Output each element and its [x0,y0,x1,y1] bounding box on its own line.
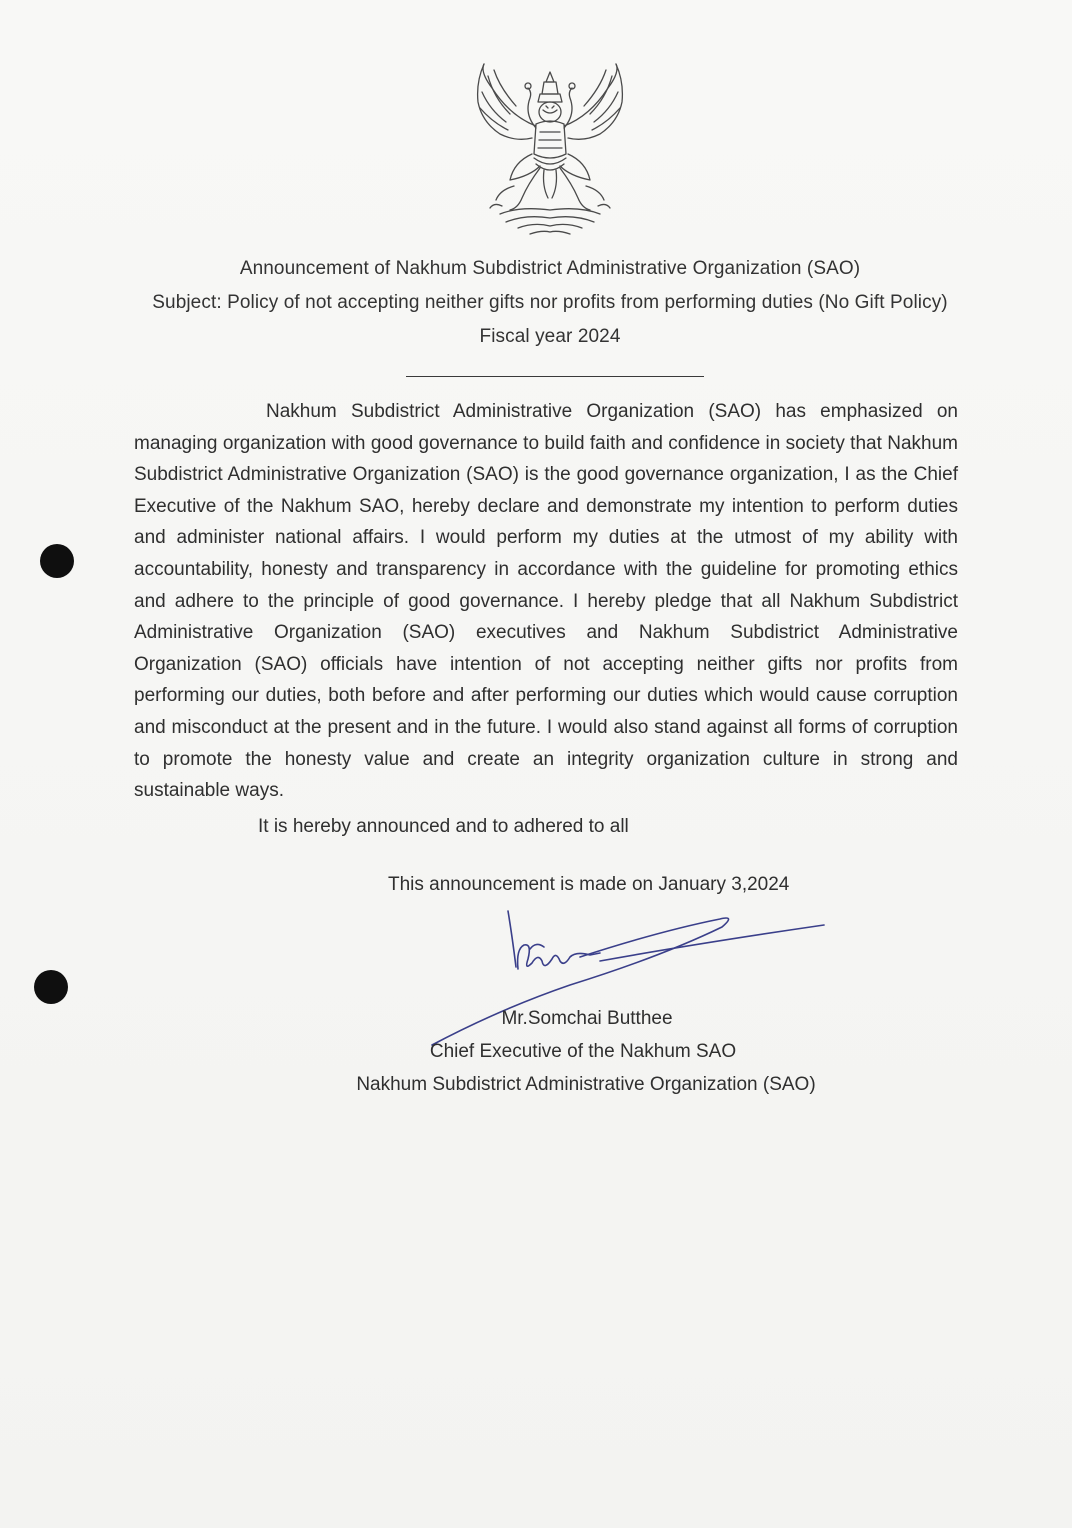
header-title: Announcement of Nakhum Subdistrict Administrative Organization (SAO) [239,258,861,279]
body-paragraph [134,396,958,807]
body-text: Nakhum Subdistrict Administrative Organization (SAO) has emphasized on managing organization with good governance to build faith and confidence in society that Nakhum Subdistrict Administrative Organization (SAO) is the good governance organization, I as the Chief Executive of the Nakhum SAO, hereby declare and demonstrate my intention to perform duties and administer national affairs. I would perform my duties at the utmost of my ability with accountability, honesty and transparency in accordance with the guideline for promoting ethics and adhere to the principle of good governance. I hereby pledge that all Nakhum Subdistrict Administrative Organization (SAO) executives and Nakhum Subdistrict Administrative Organization (SAO) officials have intention of not accepting neither gifts nor profits from performing our duties, both before and after performing our duties which would cause corruption and misconduct at the present and in the future. I would also stand against all forms of corruption to promote the honesty value and create an integrity organization culture in strong and sustainable ways. [134,401,958,802]
signer-title: Chief Executive of the Nakhum SAO [429,1041,737,1062]
signer-name: Mr.Somchai Butthee [501,1008,673,1029]
announcement-date: This announcement is made on January 3,2024 [388,874,790,895]
header-fiscal-year: Fiscal year 2024 [479,326,621,347]
closing-statement: It is hereby announced and to adhered to all [258,816,629,837]
header-subject: Subject: Policy of not accepting neither gifts nor profits from performing duties (No Gift Policy) [152,292,948,313]
punch-hole [40,544,74,578]
announcement-header [0,252,1072,354]
signer-block [300,1002,860,1101]
header-divider [406,376,704,377]
signer-organization: Nakhum Subdistrict Administrative Organization (SAO) [356,1074,816,1095]
garuda-emblem [470,58,630,238]
punch-hole [34,970,68,1004]
